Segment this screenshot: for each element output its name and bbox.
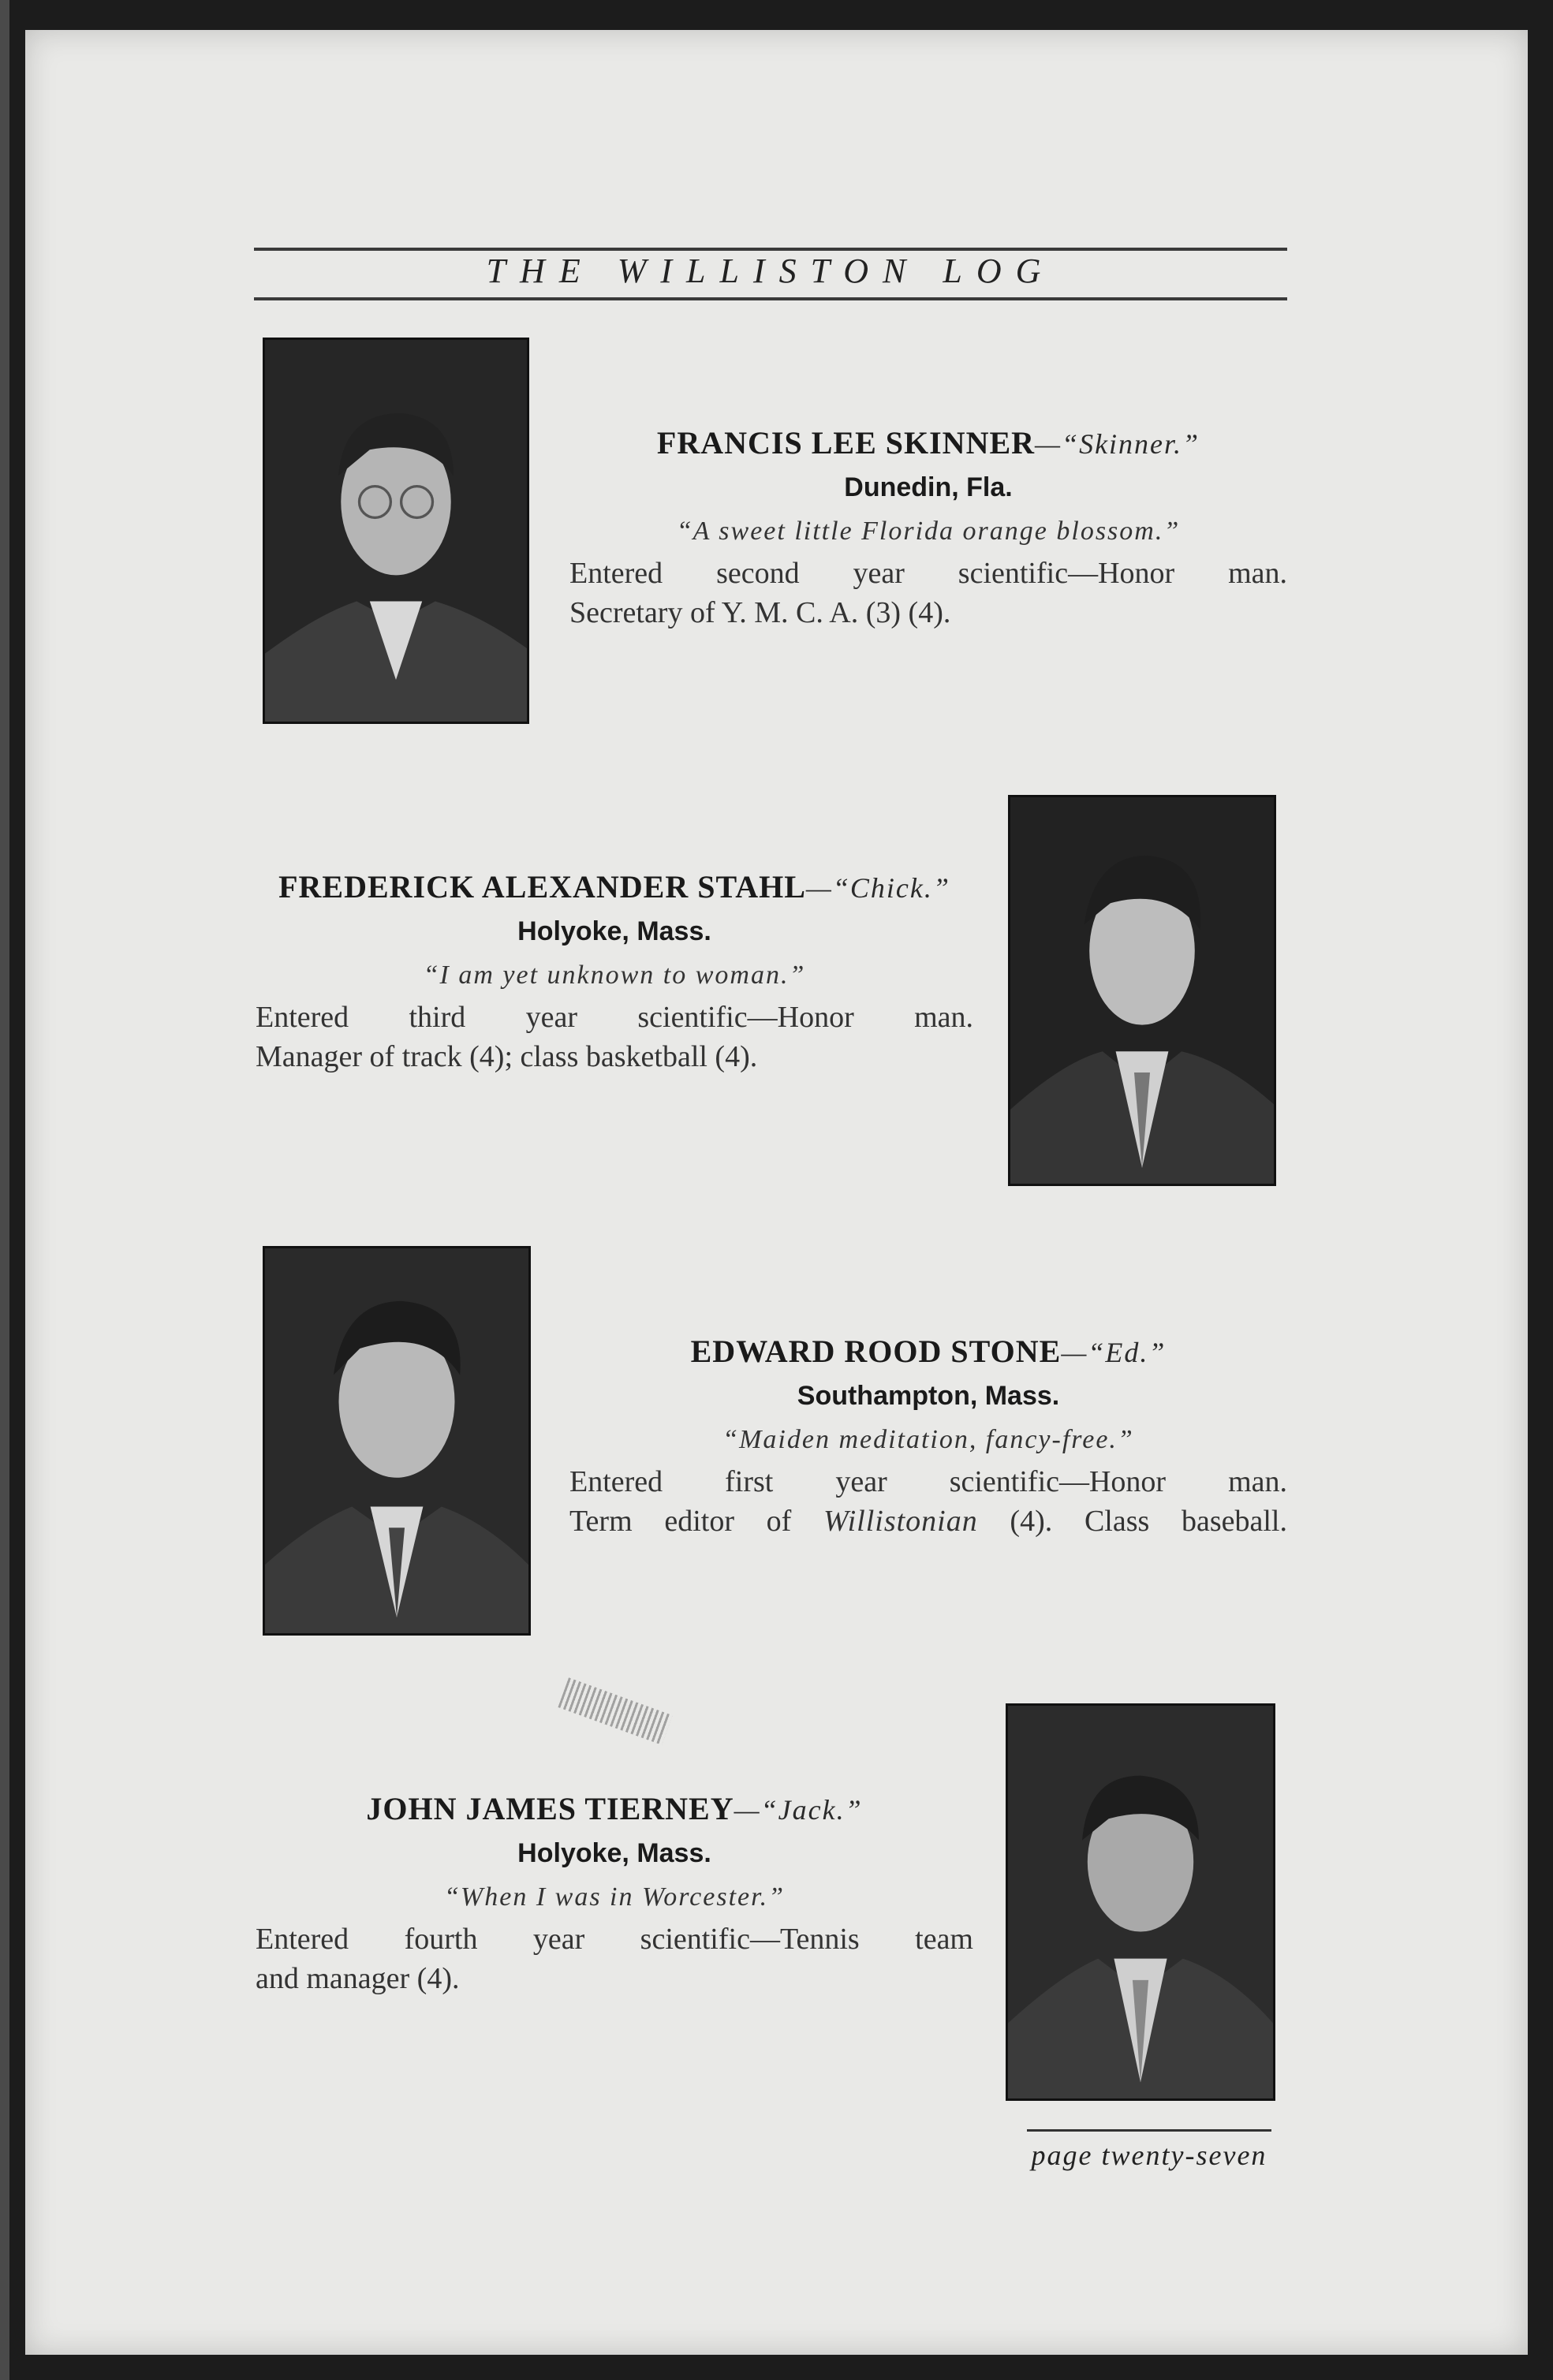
- student-record-line-2: [569, 1501, 1287, 1541]
- student-hometown: Dunedin, Fla.: [844, 472, 1013, 502]
- record-text: Term editor of: [569, 1505, 824, 1538]
- student-hometown: Southampton, Mass.: [797, 1381, 1060, 1411]
- student-name: EDWARD ROOD STONE: [690, 1334, 1062, 1369]
- portrait-photo-tierney: [1006, 1703, 1275, 2101]
- student-hometown: Holyoke, Mass.: [517, 1838, 711, 1868]
- student-quote: “I am yet unknown to woman.”: [423, 961, 806, 990]
- header-rule-top: [254, 248, 1287, 251]
- page-header-title: THE WILLISTON LOG: [486, 252, 1055, 290]
- entry-stone: [569, 1330, 1287, 1541]
- footer-rule: [1027, 2129, 1271, 2132]
- page-number: page twenty-seven: [1031, 2139, 1267, 2171]
- student-record-line-1: Entered first year scientific—Honor man.: [569, 1465, 1287, 1498]
- page-background: [25, 30, 1528, 2355]
- entry-name-line: [569, 421, 1287, 465]
- student-quote: “Maiden meditation, fancy-free.”: [722, 1425, 1134, 1454]
- entry-tierney: [256, 1787, 973, 1998]
- portrait-photo-stahl: [1008, 795, 1276, 1186]
- student-record-line-2: Manager of track (4); class basketball (4).: [256, 1040, 758, 1073]
- student-record-line-1: Entered second year scientific—Honor man.: [569, 557, 1287, 590]
- student-quote: “A sweet little Florida orange blossom.”: [676, 517, 1181, 546]
- entry-name-line: [256, 1787, 973, 1831]
- student-name: JOHN JAMES TIERNEY: [366, 1791, 734, 1826]
- portrait-photo-stone: [263, 1246, 531, 1636]
- student-quote: “When I was in Worcester.”: [444, 1882, 785, 1912]
- student-hometown: Holyoke, Mass.: [517, 916, 711, 946]
- student-nickname: —“Skinner.”: [1035, 428, 1200, 460]
- entry-stahl: [256, 865, 973, 1076]
- student-record-line-1: Entered third year scientific—Honor man.: [256, 1001, 973, 1034]
- student-name: FREDERICK ALEXANDER STAHL: [278, 869, 806, 905]
- student-nickname: —“Chick.”: [805, 872, 950, 904]
- portrait-photo-skinner: [263, 338, 529, 724]
- entry-name-line: [569, 1330, 1287, 1374]
- header-rule-bottom: [254, 297, 1287, 300]
- record-text: (4). Class baseball.: [977, 1505, 1287, 1538]
- entry-skinner: [569, 421, 1287, 632]
- book-spine: [0, 0, 9, 2380]
- student-nickname: —“Jack.”: [734, 1794, 863, 1826]
- student-record-line-1: Entered fourth year scientific—Tennis team: [256, 1923, 973, 1956]
- student-record-line-2: and manager (4).: [256, 1962, 460, 1995]
- entry-name-line: [256, 865, 973, 909]
- student-name: FRANCIS LEE SKINNER: [656, 425, 1036, 461]
- student-nickname: —“Ed.”: [1061, 1337, 1167, 1368]
- student-record-line-2: Secretary of Y. M. C. A. (3) (4).: [569, 596, 951, 629]
- publication-title: Willistonian: [823, 1505, 978, 1538]
